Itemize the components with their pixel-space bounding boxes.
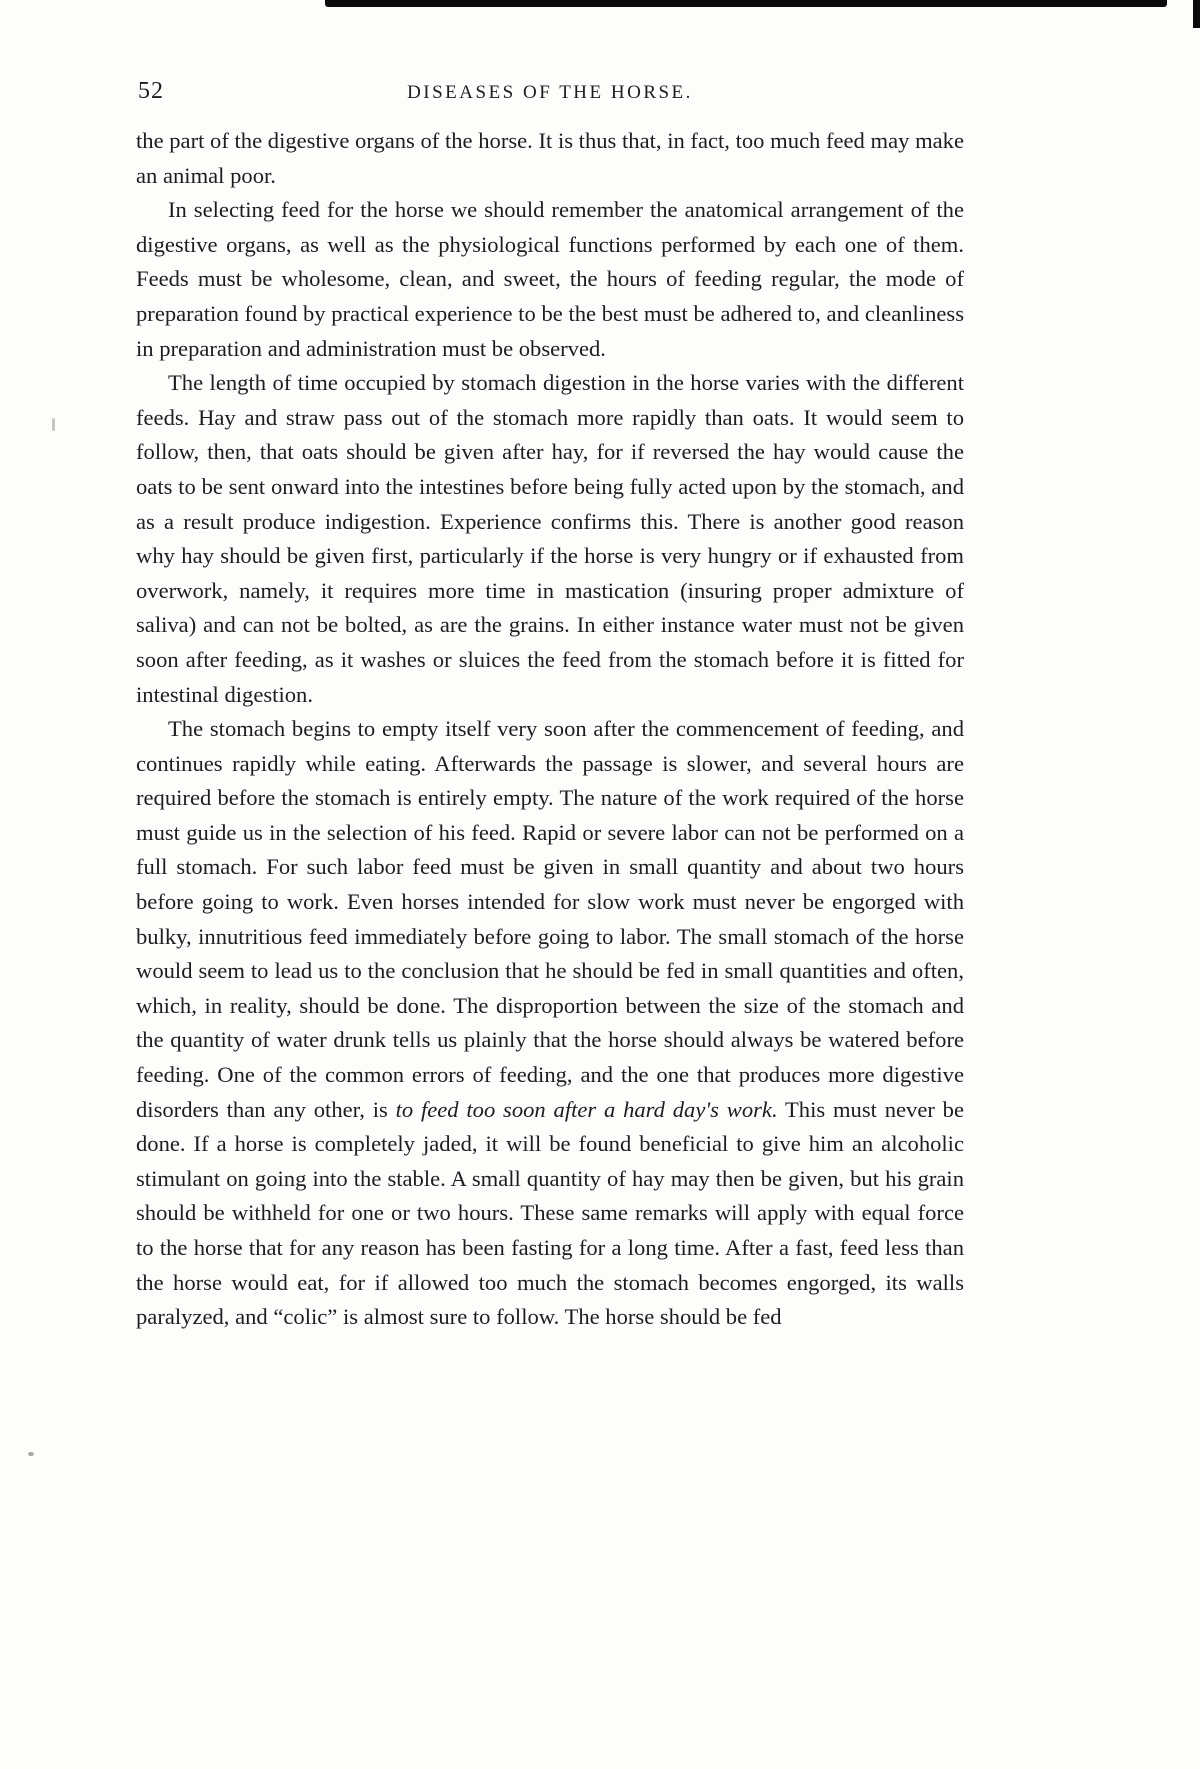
paragraph <box>136 366 964 712</box>
scan-artifact-speck <box>52 418 55 431</box>
scan-artifact-top-bar <box>325 0 1167 7</box>
text-segment: The length of time occupied by stomach digestion in the horse varies with the different feeds. Hay and straw pass out of the stomach more rapidly than oats. It would seem to follow, then, that oats should be given after hay, for if reversed the hay would cause the oats to be sent onward into the intestines before being fully acted upon by the stomach, and as a result produce indigestion. Experience confirms this. There is another good reason why hay should be given first, particularly if the horse is very hungry or if exhausted from overwork, namely, it requires more time in mastication (insuring proper admixture of saliva) and can not be bolted, as are the grains. In either instance water must not be given soon after feeding, as it washes or sluices the feed from the stomach before it is fitted for intestinal digestion. <box>136 370 964 707</box>
text-segment: In selecting feed for the horse we should remember the anatomical arrangement of the digestive organs, as well as the physiological functions performed by each one of them. Feeds must be wholesome, clean, and sweet, the hours of feeding regular, the mode of preparation found by practical experience to be the best must be adhered to, and cleanliness in preparation and administration must be observed. <box>136 197 964 361</box>
italic-text-segment: to feed too soon after a hard day's work. <box>395 1096 778 1122</box>
text-segment: the part of the digestive organs of the horse. It is thus that, in fact, too much feed may make an animal poor. <box>136 128 964 188</box>
paragraph <box>136 193 964 366</box>
scan-artifact-speck <box>28 1452 34 1456</box>
paragraph <box>136 124 964 193</box>
page-number: 52 <box>138 78 164 104</box>
scan-artifact-right-edge <box>1193 0 1200 28</box>
running-header-title: DISEASES OF THE HORSE. <box>407 82 693 103</box>
body-text <box>136 124 964 1335</box>
text-segment: This must never be done. If a horse is completely jaded, it will be found beneficial to give him an alcoholic stimulant on going into the stable. A small quantity of hay may then be given, but his grain should be withheld for one or two hours. These same remarks will apply with equal force to the horse that for any reason has been fasting for a long time. After a fast, feed less than the horse would eat, for if allowed too much the stomach becomes engorged, its walls paralyzed, and “colic” is almost sure to follow. The horse should be fed <box>136 1096 964 1330</box>
page-header <box>136 76 964 112</box>
text-segment: The stomach begins to empty itself very soon after the commencement of feeding, and continues rapidly while eating. Afterwards the passage is slower, and several hours are required before the stomach is entirely empty. The nature of the work required of the horse must guide us in the selection of his feed. Rapid or severe labor can not be performed on a full stomach. For such labor feed must be given in small quantity and about two hours before going to work. Even horses intended for slow work must never be engorged with bulky, innutritious feed immediately before going to labor. The small stomach of the horse would seem to lead us to the conclusion that he should be fed in small quantities and often, which, in reality, should be done. The disproportion between the size of the stomach and the quantity of water drunk tells us plainly that the horse should always be watered before feeding. One of the common errors of feeding, and the one that produces more digestive disorders than any other, is <box>136 716 964 1122</box>
paragraph <box>136 712 964 1335</box>
